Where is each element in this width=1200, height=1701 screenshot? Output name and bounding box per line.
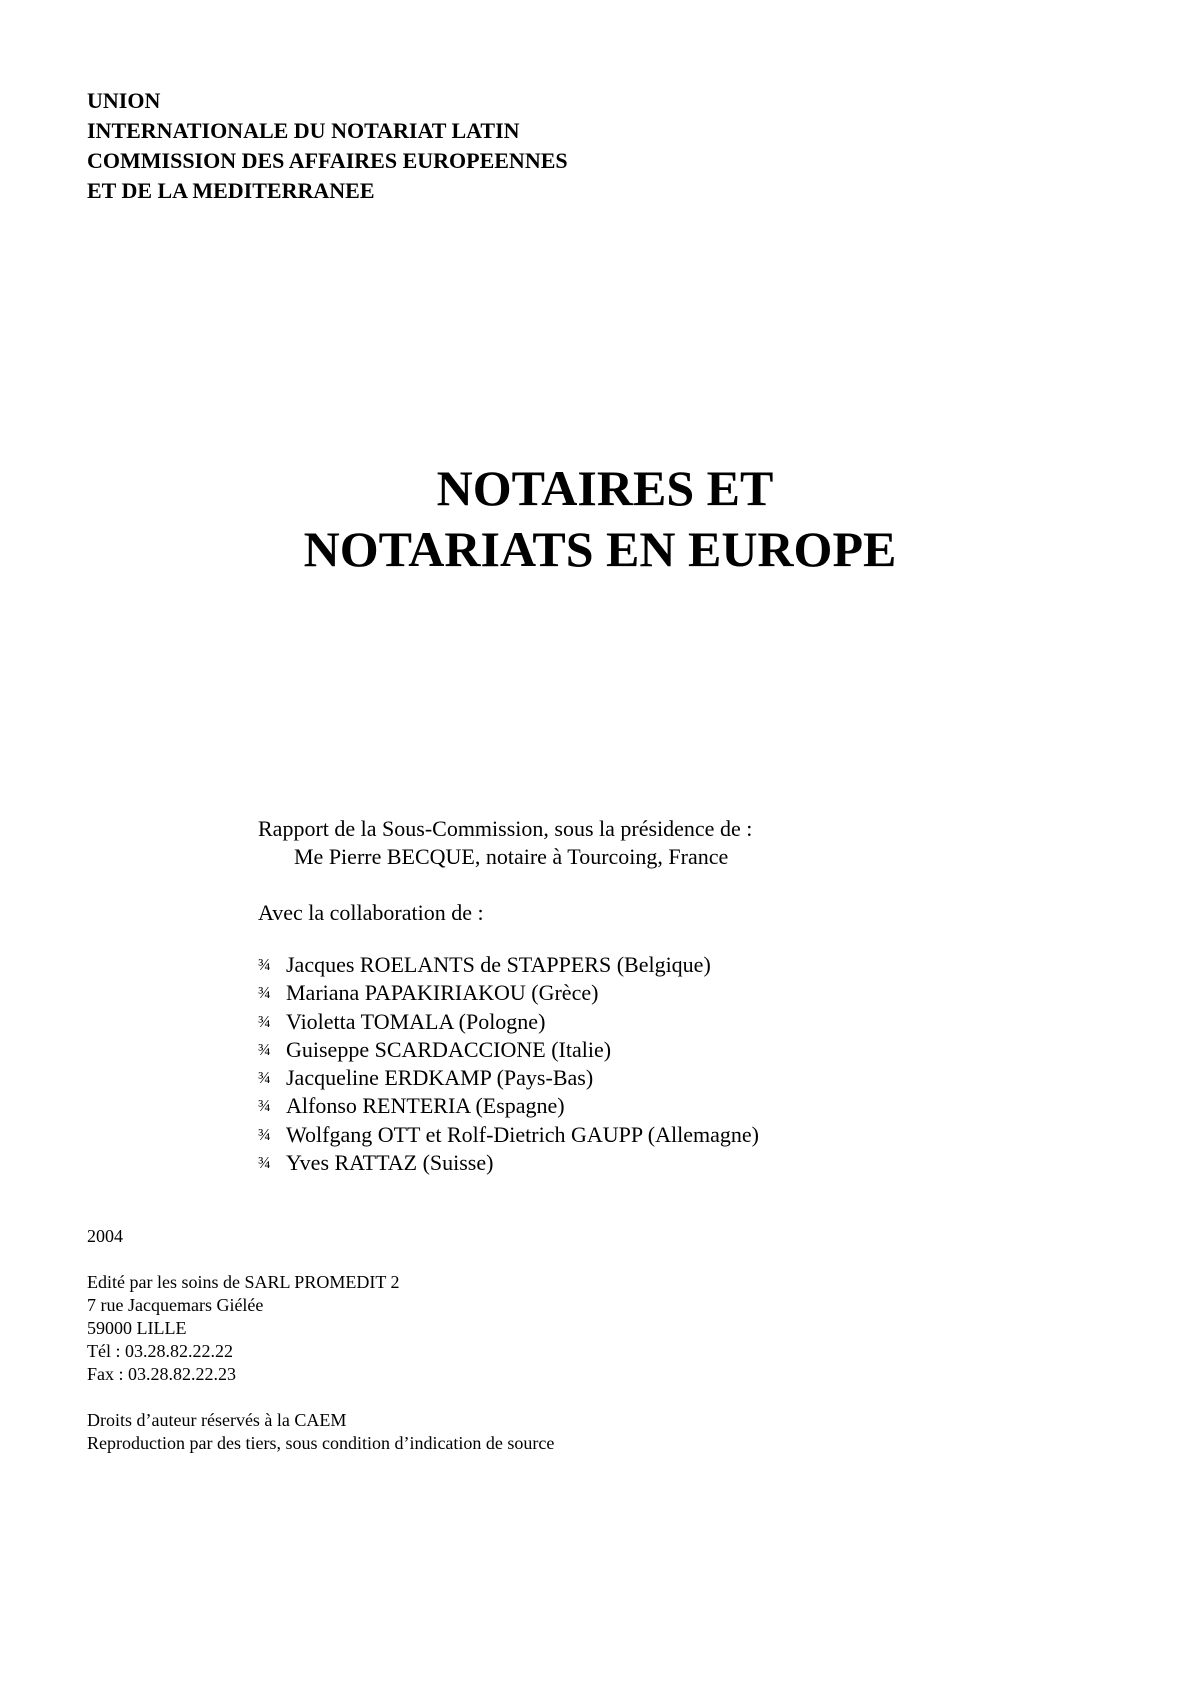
header-line: COMMISSION DES AFFAIRES EUROPEENNES	[87, 148, 568, 173]
bullet-glyph: ¾	[258, 1096, 271, 1116]
reproduction-notice: Reproduction par des tiers, sous condition d’indication de source	[87, 1433, 555, 1453]
bullet-glyph: ¾	[258, 1039, 271, 1059]
bullet-glyph: ¾	[258, 1153, 271, 1173]
list-item	[258, 1008, 759, 1036]
list-item	[258, 1064, 759, 1092]
list-item	[258, 951, 759, 979]
title-line-2: NOTARIATS EN EUROPE	[303, 521, 897, 577]
collaborator-name: Yves RATTAZ (Suisse)	[286, 1150, 494, 1176]
report-presidency: Me Pierre BECQUE, notaire à Tourcoing, France	[294, 844, 729, 869]
header-line: ET DE LA MEDITERRANEE	[87, 178, 375, 203]
collaborator-name: Guiseppe SCARDACCIONE (Italie)	[286, 1036, 612, 1062]
bullet-glyph: ¾	[258, 1068, 271, 1088]
header-line: INTERNATIONALE DU NOTARIAT LATIN	[87, 118, 520, 143]
bullet-glyph: ¾	[258, 1011, 271, 1031]
bullet-glyph: ¾	[258, 955, 271, 974]
collaborator-name: Mariana PAPAKIRIAKOU (Grèce)	[286, 980, 599, 1006]
list-item	[258, 1092, 759, 1120]
list-item	[258, 1036, 759, 1064]
address-city: 59000 LILLE	[87, 1318, 187, 1338]
collaborator-name: Jacqueline ERDKAMP (Pays-Bas)	[286, 1065, 594, 1091]
header-line: UNION	[87, 88, 161, 113]
publication-year: 2004	[87, 1226, 123, 1246]
bullet-glyph: ¾	[258, 983, 271, 1003]
report-intro: Rapport de la Sous-Commission, sous la présidence de :	[258, 816, 753, 841]
spacer	[258, 871, 752, 899]
spacer	[87, 1248, 554, 1271]
bullet-glyph: ¾	[258, 1124, 271, 1144]
report-credits	[258, 815, 752, 927]
title-line-1: NOTAIRES ET	[436, 460, 774, 516]
collaborator-name: Jacques ROELANTS de STAPPERS (Belgique)	[286, 952, 711, 977]
collaborator-name: Alfonso RENTERIA (Espagne)	[286, 1093, 565, 1119]
organization-header	[87, 86, 568, 206]
fax-number: Fax : 03.28.82.22.23	[87, 1364, 237, 1384]
spacer	[87, 1386, 554, 1409]
collaborator-name: Wolfgang OTT et Rolf-Dietrich GAUPP (Allemagne)	[286, 1121, 759, 1147]
list-item	[258, 979, 759, 1007]
publisher-line: Edité par les soins de SARL PROMEDIT 2	[87, 1272, 400, 1292]
collaborator-list	[258, 951, 759, 1177]
collaboration-intro: Avec la collaboration de :	[258, 900, 484, 925]
publication-footer	[87, 1225, 554, 1455]
copyright-notice: Droits d’auteur réservés à la CAEM	[87, 1410, 347, 1430]
document-title	[0, 458, 1200, 580]
phone-number: Tél : 03.28.82.22.22	[87, 1341, 233, 1361]
collaborator-name: Violetta TOMALA (Pologne)	[286, 1008, 546, 1034]
list-item	[258, 1121, 759, 1149]
address-street: 7 rue Jacquemars Giélée	[87, 1295, 264, 1315]
list-item	[258, 1149, 759, 1177]
